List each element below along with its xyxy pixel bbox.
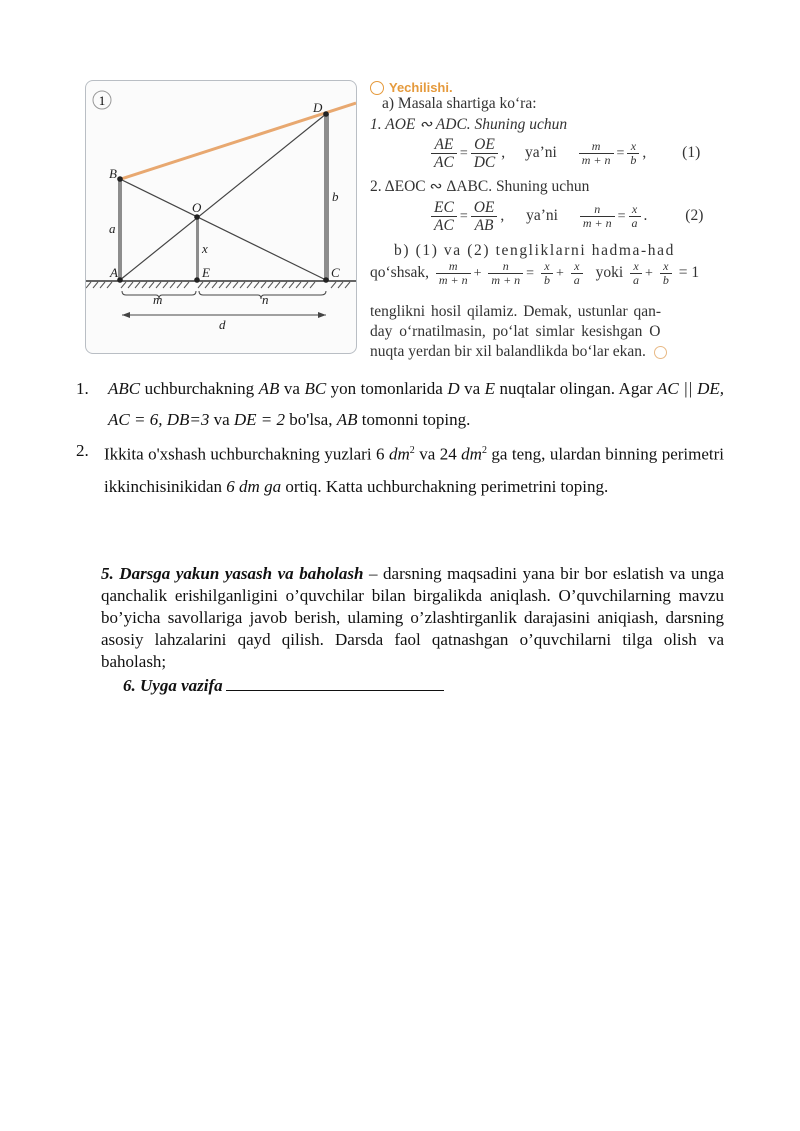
label-e: E — [202, 265, 210, 280]
label-n: n — [262, 292, 269, 307]
label-d-width: d — [219, 317, 226, 332]
task-item — [76, 435, 724, 503]
task-number: 1. — [76, 379, 89, 398]
section-5-title: 5. Darsga yakun yasash va baholash — [101, 564, 364, 583]
ground-hatch — [86, 282, 350, 288]
label-a-height: a — [109, 221, 116, 236]
conclusion-line-1: tenglikni hosil qilamiz. Demak, ustunlar qan- — [370, 303, 662, 320]
label-m: m — [153, 292, 163, 307]
task-number: 2. — [76, 441, 89, 460]
sum-equation: qo‘shsak, $\frac{m}{m + n}$ + $\frac{n}{m + n}$ = $\frac{x}{b}$ + $\frac{x}{a}$ yoki $\frac{x}{a}$ + $\frac{x}{b}$ = 1 — [370, 259, 700, 287]
pole-b — [324, 114, 329, 281]
label-b-height: b — [332, 189, 339, 204]
wire-bc — [120, 179, 326, 280]
label-b: B — [109, 166, 117, 181]
point-b — [117, 176, 123, 182]
label-c: C — [331, 265, 340, 280]
pole-a — [118, 179, 122, 281]
section-6 — [123, 674, 444, 696]
point-e — [194, 277, 200, 283]
task-text: Ikkita o'xshash uchburchakning yuzlari 6 $dm^2$ va 24 $dm^2$ ga teng, ulardan binning perimetri ikkinchisinikidan 6 dm ga ortiq. Katta uchburchakning perimetrini toping. — [104, 444, 725, 496]
step1: 1. AOE ∾ ADC. Shuning uchun — [370, 116, 568, 133]
part-a: a) Masala shartiga ko‘ra: — [382, 95, 537, 112]
label-o: O — [192, 200, 202, 215]
wire-ad — [120, 114, 326, 280]
section-5-body: – darsning maqsadini yana bir bor eslatish va unga qanchalik erishilganligini o’quvchilar bilan birgalikda aniqlash. O’quvchilarning mavzu bo’yicha savollariga javob berish, ulaming o’zlashtirganlik darajasini aniqiash, darsning asosiy lahzalarini qayd qilish. Darsda faol qatnashgan o’quvchilarni tilga olish va baholash; — [101, 564, 725, 671]
pole-x — [196, 218, 199, 281]
section-6-title: 6. Uyga vazifa — [123, 676, 223, 695]
point-c — [323, 277, 329, 283]
point-d — [323, 111, 329, 117]
section-5 — [101, 563, 724, 673]
equation-1: $\frac{AE}{AC}$ = $\frac{OE}{DC}$ , ya’ni $\frac{m}{m + n}$ = $\frac{x}{b}$ , (1) — [428, 136, 700, 171]
solution-header: Yechilishi. — [389, 80, 453, 95]
homework-blank-line — [226, 674, 444, 691]
figure-number: 1 — [98, 93, 106, 108]
end-mark-icon — [654, 346, 667, 359]
label-a: A — [110, 265, 118, 280]
figure-drawing — [86, 81, 356, 353]
step2: 2. ΔEOC ∾ ΔABC. Shuning uchun — [370, 178, 590, 195]
part-b: b) (1) va (2) tengliklarni hadma-had — [394, 242, 675, 259]
task-text: ABC uchburchakning AB va BC yon tomonlarida D va E nuqtalar olingan. Agar AC || DE, AC = 6, DB=3 va DE = 2 bo'lsa, AB tomonni toping. — [108, 379, 724, 429]
equation-2: $\frac{EC}{AC}$ = $\frac{OE}{AB}$ , ya’ni $\frac{n}{m + n}$ = $\frac{x}{a}$ . (2) — [428, 199, 703, 234]
task-list — [76, 373, 724, 503]
conclusion-line-3: nuqta yerdan bir xil balandlikda bo‘lar ekan. — [370, 342, 667, 362]
conclusion-line-2: day o‘rnatilmasin, po‘lat simlar kesishgan O — [370, 323, 661, 340]
label-x: x — [202, 241, 208, 256]
point-a — [117, 277, 123, 283]
task-item — [76, 373, 724, 435]
geometry-figure — [85, 80, 357, 354]
point-o — [194, 214, 200, 220]
label-d: D — [313, 100, 323, 115]
